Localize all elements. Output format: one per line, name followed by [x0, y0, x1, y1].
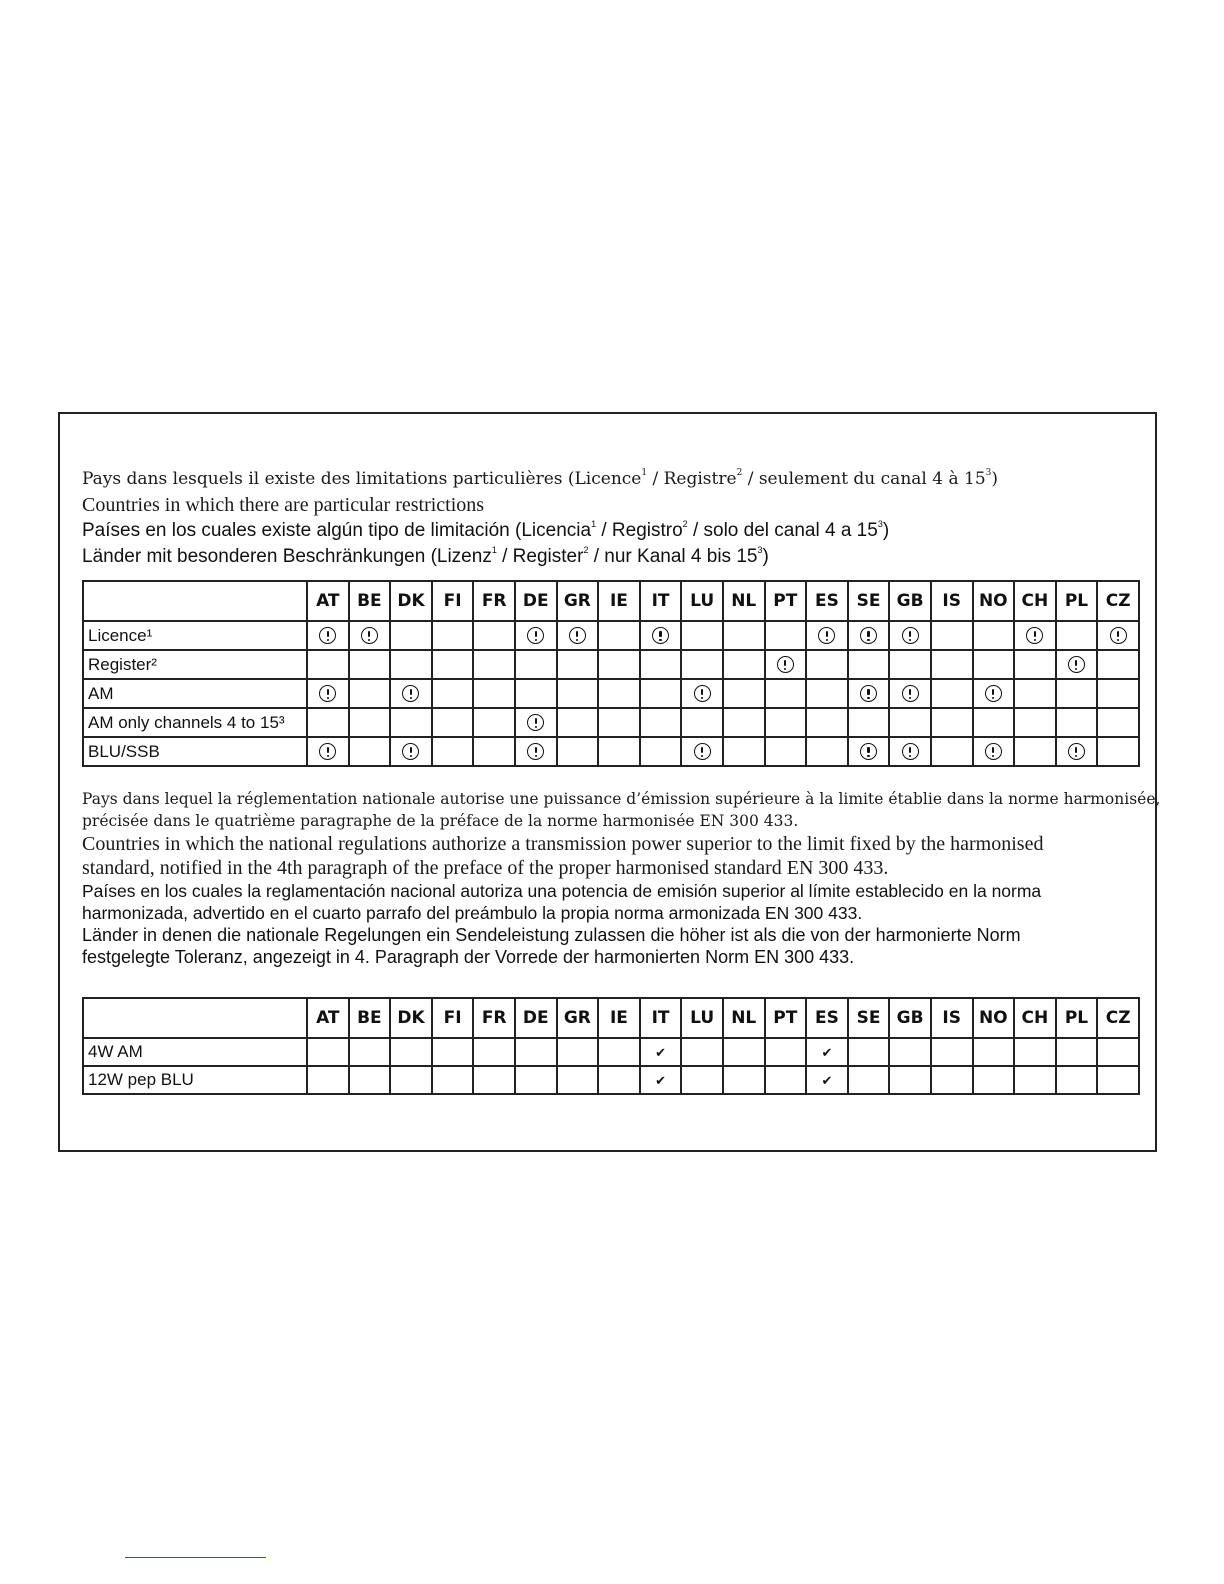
exclamation-circle-icon	[652, 627, 669, 644]
cell-gr	[557, 679, 599, 708]
table-row	[83, 650, 1139, 679]
country-header-it: IT	[640, 581, 682, 621]
country-header-it: IT	[640, 998, 682, 1038]
cell-it	[640, 737, 682, 766]
cell-at	[307, 650, 349, 679]
exclamation-circle-icon	[860, 743, 877, 760]
country-header-at: AT	[307, 998, 349, 1038]
cell-is	[931, 679, 973, 708]
cell-ie	[598, 1066, 640, 1094]
cell-fi	[432, 679, 474, 708]
exclamation-circle-icon	[902, 685, 919, 702]
cell-gr	[557, 621, 599, 650]
cell-at	[307, 621, 349, 650]
exclamation-circle-icon	[402, 743, 419, 760]
country-header-pt: PT	[765, 998, 807, 1038]
cell-lu	[681, 1066, 723, 1094]
cell-no	[973, 621, 1015, 650]
country-header-gb: GB	[889, 581, 931, 621]
row-label: BLU/SSB	[83, 737, 307, 766]
cell-cz	[1097, 650, 1139, 679]
cell-gr	[557, 1066, 599, 1094]
cell-ch	[1014, 621, 1056, 650]
country-header-nl: NL	[723, 581, 765, 621]
cell-no	[973, 650, 1015, 679]
power-french-line-2: précisée dans le quatrième paragraphe de la préface de la norme harmonisée EN 300 433.	[82, 812, 799, 830]
country-header-lu: LU	[681, 581, 723, 621]
country-header-se: SE	[848, 581, 890, 621]
cell-se	[848, 708, 890, 737]
cell-dk	[390, 679, 432, 708]
cell-fi	[432, 1066, 474, 1094]
cell-nl	[723, 1038, 765, 1066]
cell-lu	[681, 650, 723, 679]
row-label: 4W AM	[83, 1038, 307, 1066]
exclamation-circle-icon	[319, 685, 336, 702]
cell-lu	[681, 1038, 723, 1066]
country-header-se: SE	[848, 998, 890, 1038]
exclamation-circle-icon	[1068, 656, 1085, 673]
country-header-es: ES	[806, 998, 848, 1038]
cell-at	[307, 1066, 349, 1094]
exclamation-circle-icon	[902, 743, 919, 760]
cell-is	[931, 708, 973, 737]
exclamation-circle-icon	[777, 656, 794, 673]
exclamation-circle-icon	[569, 627, 586, 644]
power-paragraph	[82, 788, 1161, 968]
exclamation-circle-icon	[818, 627, 835, 644]
cell-cz	[1097, 1038, 1139, 1066]
exclamation-circle-icon	[985, 685, 1002, 702]
power-german-line-2: festgelegte Toleranz, angezeigt in 4. Paragraph der Vorrede der harmonierten Norm EN 300 433.	[82, 947, 855, 967]
cell-es	[806, 679, 848, 708]
country-header-dk: DK	[390, 998, 432, 1038]
country-header-is: IS	[931, 581, 973, 621]
country-header-ch: CH	[1014, 581, 1056, 621]
exclamation-circle-icon	[361, 627, 378, 644]
cell-fi	[432, 737, 474, 766]
cell-cz	[1097, 679, 1139, 708]
cell-fr	[473, 621, 515, 650]
cell-at	[307, 708, 349, 737]
cell-nl	[723, 708, 765, 737]
cell-nl	[723, 1066, 765, 1094]
row-label: AM only channels 4 to 15³	[83, 708, 307, 737]
cell-no	[973, 737, 1015, 766]
cell-cz	[1097, 1066, 1139, 1094]
cell-gb	[889, 1038, 931, 1066]
cell-be	[349, 679, 391, 708]
country-header-ie: IE	[598, 581, 640, 621]
cell-dk	[390, 621, 432, 650]
table-row	[83, 1038, 1139, 1066]
cell-is	[931, 1066, 973, 1094]
country-header-fr: FR	[473, 581, 515, 621]
power-french-line-1: Pays dans lequel la réglementation nationale autorise une puissance d’émission supérieure à la limite établie dans la norme harmonisée,	[82, 790, 1161, 808]
power-english-line-1: Countries in which the national regulations authorize a transmission power superior to the limit fixed by the harmonised	[82, 833, 1044, 855]
cell-se	[848, 650, 890, 679]
cell-pt	[765, 679, 807, 708]
exclamation-circle-icon	[319, 743, 336, 760]
cell-it	[640, 679, 682, 708]
country-header-nl: NL	[723, 998, 765, 1038]
cell-gb	[889, 708, 931, 737]
country-header-is: IS	[931, 998, 973, 1038]
country-header-fi: FI	[432, 581, 474, 621]
cell-nl	[723, 737, 765, 766]
cell-at	[307, 1038, 349, 1066]
cell-pt	[765, 650, 807, 679]
cell-pl	[1056, 708, 1098, 737]
country-header-pl: PL	[1056, 998, 1098, 1038]
table-row	[83, 708, 1139, 737]
country-header-gr: GR	[557, 581, 599, 621]
cell-de	[515, 708, 557, 737]
cell-dk	[390, 737, 432, 766]
cell-fi	[432, 708, 474, 737]
cell-lu	[681, 621, 723, 650]
cell-ch	[1014, 679, 1056, 708]
cell-de	[515, 679, 557, 708]
cell-gb	[889, 650, 931, 679]
cell-be	[349, 621, 391, 650]
cell-gr	[557, 737, 599, 766]
cell-pl	[1056, 621, 1098, 650]
table-row	[83, 621, 1139, 650]
cell-ie	[598, 621, 640, 650]
cell-lu	[681, 679, 723, 708]
cell-nl	[723, 621, 765, 650]
cell-de	[515, 650, 557, 679]
country-header-be: BE	[349, 998, 391, 1038]
cell-se	[848, 679, 890, 708]
row-label: AM	[83, 679, 307, 708]
cell-es	[806, 650, 848, 679]
checkmark-icon: ✔	[655, 1046, 666, 1061]
cell-dk	[390, 650, 432, 679]
power-table	[82, 997, 1140, 1095]
cell-be	[349, 737, 391, 766]
country-header-fi: FI	[432, 998, 474, 1038]
row-label: Licence¹	[83, 621, 307, 650]
exclamation-circle-icon	[527, 627, 544, 644]
cell-it	[640, 1066, 682, 1094]
cell-cz	[1097, 708, 1139, 737]
cell-it	[640, 650, 682, 679]
country-header-de: DE	[515, 998, 557, 1038]
cell-gr	[557, 1038, 599, 1066]
cell-pt	[765, 621, 807, 650]
row-label: Register²	[83, 650, 307, 679]
exclamation-circle-icon	[860, 627, 877, 644]
exclamation-circle-icon	[319, 627, 336, 644]
cell-fr	[473, 650, 515, 679]
cell-fr	[473, 708, 515, 737]
country-header-gr: GR	[557, 998, 599, 1038]
cell-be	[349, 650, 391, 679]
power-spanish-line-1: Países en los cuales la reglamentación nacional autoriza una potencia de emisión superior al límite establecido en la norma	[82, 881, 1042, 901]
cell-de	[515, 621, 557, 650]
cell-nl	[723, 679, 765, 708]
cell-es	[806, 621, 848, 650]
country-header-ch: CH	[1014, 998, 1056, 1038]
exclamation-circle-icon	[527, 743, 544, 760]
country-header-de: DE	[515, 581, 557, 621]
cell-no	[973, 1066, 1015, 1094]
cell-lu	[681, 737, 723, 766]
cell-ch	[1014, 650, 1056, 679]
cell-pl	[1056, 650, 1098, 679]
table-row	[83, 1066, 1139, 1094]
cell-pl	[1056, 679, 1098, 708]
cell-ch	[1014, 1038, 1056, 1066]
row-label: 12W pep BLU	[83, 1066, 307, 1094]
cell-it	[640, 621, 682, 650]
cell-at	[307, 737, 349, 766]
country-header-fr: FR	[473, 998, 515, 1038]
country-header-pl: PL	[1056, 581, 1098, 621]
cell-fr	[473, 1038, 515, 1066]
header-empty-cell	[83, 581, 307, 621]
cell-cz	[1097, 737, 1139, 766]
exclamation-circle-icon	[402, 685, 419, 702]
cell-ie	[598, 708, 640, 737]
power-german-line-1: Länder in denen die nationale Regelungen ein Sendeleistung zulassen die höher ist als die von der harmonierte Norm	[82, 925, 1021, 945]
country-header-es: ES	[806, 581, 848, 621]
intro-german: Länder mit besonderen Beschränkungen (Lizenz$^1$ / Register$^2$ / nur Kanal 4 bis $15^3$)	[82, 545, 769, 567]
power-spanish-line-2: harmonizada, advertido en el cuarto parrafo del preámbulo la propia norma armonizada EN 300 433.	[82, 903, 863, 923]
country-header-at: AT	[307, 581, 349, 621]
intro-spanish: Países en los cuales existe algún tipo de limitación (Licencia$^1$ / Registro$^2$ / solo del canal 4 a $15^3$)	[82, 519, 890, 541]
cell-de	[515, 1038, 557, 1066]
country-header-no: NO	[973, 998, 1015, 1038]
intro-french: Pays dans lesquels il existe des limitations particulières (Licence$^1$ / Registre$^2$ / seulement du canal 4 à $15^3$)	[82, 468, 999, 489]
cell-cz	[1097, 621, 1139, 650]
cell-dk	[390, 708, 432, 737]
cell-fr	[473, 737, 515, 766]
cell-fr	[473, 679, 515, 708]
cell-es	[806, 1066, 848, 1094]
cell-pt	[765, 1066, 807, 1094]
cell-gb	[889, 737, 931, 766]
checkmark-icon: ✔	[655, 1074, 666, 1089]
cell-es	[806, 708, 848, 737]
cell-no	[973, 679, 1015, 708]
cell-es	[806, 1038, 848, 1066]
cell-fi	[432, 1038, 474, 1066]
cell-pl	[1056, 1038, 1098, 1066]
cell-is	[931, 737, 973, 766]
country-header-no: NO	[973, 581, 1015, 621]
cell-ch	[1014, 737, 1056, 766]
restrictions-table	[82, 580, 1140, 767]
cell-gb	[889, 1066, 931, 1094]
cell-be	[349, 1038, 391, 1066]
cell-pl	[1056, 737, 1098, 766]
cell-gr	[557, 650, 599, 679]
cell-no	[973, 1038, 1015, 1066]
country-header-dk: DK	[390, 581, 432, 621]
country-header-cz: CZ	[1097, 998, 1139, 1038]
cell-at	[307, 679, 349, 708]
cell-de	[515, 737, 557, 766]
power-english-line-2: standard, notified in the 4th paragraph of the preface of the proper harmonised standard EN 300 433.	[82, 857, 889, 879]
cell-fi	[432, 650, 474, 679]
checkmark-icon: ✔	[821, 1046, 833, 1061]
cell-pt	[765, 737, 807, 766]
cell-ie	[598, 679, 640, 708]
exclamation-circle-icon	[1068, 743, 1085, 760]
cell-no	[973, 708, 1015, 737]
cell-pl	[1056, 1066, 1098, 1094]
cell-fr	[473, 1066, 515, 1094]
exclamation-circle-icon	[985, 743, 1002, 760]
restrictions-intro	[82, 466, 1142, 570]
checkmark-icon: ✔	[821, 1074, 833, 1089]
cell-is	[931, 650, 973, 679]
cell-gb	[889, 679, 931, 708]
country-header-be: BE	[349, 581, 391, 621]
exclamation-circle-icon	[1026, 627, 1043, 644]
table-row	[83, 679, 1139, 708]
cell-be	[349, 708, 391, 737]
cell-fi	[432, 621, 474, 650]
cell-be	[349, 1066, 391, 1094]
cell-se	[848, 1038, 890, 1066]
cell-ch	[1014, 1066, 1056, 1094]
cell-pt	[765, 708, 807, 737]
cell-it	[640, 1038, 682, 1066]
exclamation-circle-icon	[694, 743, 711, 760]
header-empty-cell	[83, 998, 307, 1038]
cell-dk	[390, 1066, 432, 1094]
cell-es	[806, 737, 848, 766]
cell-pt	[765, 1038, 807, 1066]
country-header-cz: CZ	[1097, 581, 1139, 621]
exclamation-circle-icon	[860, 685, 877, 702]
exclamation-circle-icon	[527, 714, 544, 731]
exclamation-circle-icon	[902, 627, 919, 644]
country-header-gb: GB	[889, 998, 931, 1038]
cell-se	[848, 1066, 890, 1094]
footer-rule	[125, 1557, 266, 1558]
cell-dk	[390, 1038, 432, 1066]
cell-is	[931, 621, 973, 650]
cell-is	[931, 1038, 973, 1066]
cell-gb	[889, 621, 931, 650]
exclamation-circle-icon	[1110, 627, 1127, 644]
cell-se	[848, 737, 890, 766]
cell-gr	[557, 708, 599, 737]
cell-nl	[723, 650, 765, 679]
cell-it	[640, 708, 682, 737]
country-header-pt: PT	[765, 581, 807, 621]
intro-english: Countries in which there are particular restrictions	[82, 494, 485, 516]
cell-de	[515, 1066, 557, 1094]
cell-ie	[598, 650, 640, 679]
cell-ie	[598, 737, 640, 766]
cell-lu	[681, 708, 723, 737]
country-header-lu: LU	[681, 998, 723, 1038]
cell-se	[848, 621, 890, 650]
country-header-ie: IE	[598, 998, 640, 1038]
cell-ch	[1014, 708, 1056, 737]
exclamation-circle-icon	[694, 685, 711, 702]
cell-ie	[598, 1038, 640, 1066]
table-row	[83, 737, 1139, 766]
